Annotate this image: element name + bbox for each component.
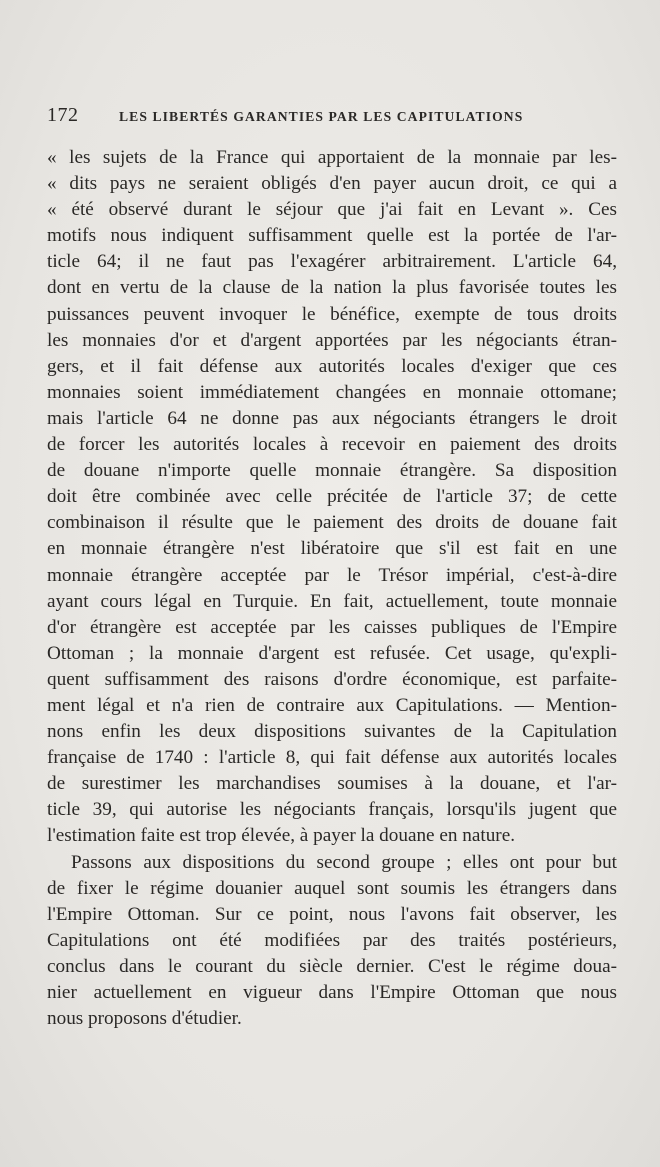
text-line: nous proposons d'étudier.	[47, 1008, 242, 1030]
text-line: ment légal et n'a rien de contraire aux Capitulations. — Mention-	[47, 694, 617, 716]
text-line: dont en vertu de la clause de la nation la plus favorisée toutes les	[47, 277, 617, 299]
text-line: l'Empire Ottoman. Sur ce point, nous l'avons fait observer, les	[47, 903, 617, 925]
text-line: française de 1740 : l'article 8, qui fait défense aux autorités locales	[47, 747, 617, 769]
text-line: de fixer le régime douanier auquel sont soumis les étrangers dans	[47, 877, 617, 899]
page-number: 172	[47, 104, 79, 126]
text-line: « les sujets de la France qui apportaient de la monnaie par les-	[47, 147, 617, 168]
text-line: en monnaie étrangère n'est libératoire que s'il est fait en une	[47, 538, 617, 560]
text-line: Capitulations ont été modifiées par des traités postérieurs,	[47, 929, 617, 951]
text-line: l'estimation faite est trop élevée, à payer la douane en nature.	[47, 825, 516, 847]
text-line: Passons aux dispositions du second groupe ; elles ont pour but	[71, 851, 617, 873]
paragraph	[47, 850, 617, 1033]
text-line: « été observé durant le séjour que j'ai fait en Levant ». Ces	[47, 199, 617, 221]
text-line: conclus dans le courant du siècle dernier. C'est le régime doua-	[47, 955, 617, 977]
text-line: gers, et il fait défense aux autorités locales d'exiger que ces	[47, 355, 617, 377]
text-line: de forcer les autorités locales à recevoir en paiement des droits	[47, 434, 617, 456]
text-line: de surestimer les marchandises soumises à la douane, et l'ar-	[47, 773, 617, 795]
text-line: quent suffisamment des raisons d'ordre économique, est parfaite-	[47, 668, 617, 690]
text-line: monnaie étrangère acceptée par le Trésor impérial, c'est-à-dire	[47, 564, 617, 586]
text-line: les monnaies d'or et d'argent apportées par les négociants étran-	[47, 329, 617, 351]
paragraph	[47, 145, 617, 850]
text-line: d'or étrangère est acceptée par les caisses publiques de l'Empire	[47, 616, 617, 638]
text-line: nons enfin les deux dispositions suivantes de la Capitulation	[47, 721, 617, 743]
text-line: doit être combinée avec celle précitée de l'article 37; de cette	[47, 486, 617, 508]
text-line: ayant cours légal en Turquie. En fait, actuellement, toute monnaie	[47, 590, 617, 612]
running-title: LES LIBERTÉS GARANTIES PAR LES CAPITULATIONS	[119, 109, 524, 124]
text-line: de douane n'importe quelle monnaie étrangère. Sa disposition	[47, 460, 617, 482]
page-header	[47, 104, 617, 132]
text-line: ticle 39, qui autorise les négociants français, lorsqu'ils jugent que	[47, 799, 617, 821]
text-line: puissances peuvent invoquer le bénéfice, exempte de tous droits	[47, 303, 617, 325]
text-line: monnaies soient immédiatement changées en monnaie ottomane;	[47, 381, 617, 403]
text-line: « dits pays ne seraient obligés d'en payer aucun droit, ce qui a	[47, 173, 617, 195]
text-line: nier actuellement en vigueur dans l'Empire Ottoman que nous	[47, 982, 617, 1003]
text-line: Ottoman ; la monnaie d'argent est refusée. Cet usage, qu'expli-	[47, 642, 617, 664]
text-line: motifs nous indiquent suffisamment quelle est la portée de l'ar-	[47, 225, 617, 247]
text-line: ticle 64; il ne faut pas l'exagérer arbitrairement. L'article 64,	[47, 251, 617, 273]
text-line: combinaison il résulte que le paiement des droits de douane fait	[47, 512, 617, 534]
body-text	[47, 145, 617, 1032]
text-line: mais l'article 64 ne donne pas aux négociants étrangers le droit	[47, 407, 617, 429]
